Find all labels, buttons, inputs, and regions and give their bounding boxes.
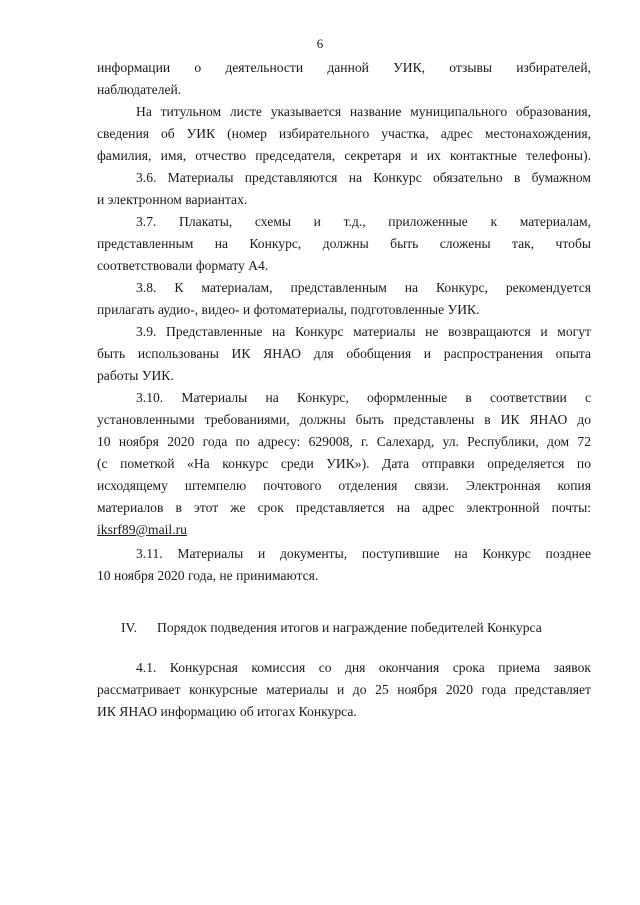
text-line: На титульном листе указывается название муниципального образования, [136, 104, 591, 119]
clause-3-9: 3.9. Представленные на Конкурс материалы не возвращаются и могут [136, 324, 591, 339]
text-line: соответствовали формату А4. [97, 258, 269, 273]
clause-3-10: 3.10. Материалы на Конкурс, оформленные в соответствии с [136, 390, 591, 405]
text-line: ИК ЯНАО информацию об итогах Конкурса. [97, 704, 357, 719]
text-line: быть использованы ИК ЯНАО для обобщения и распространения опыта [97, 346, 591, 361]
text-line: 10 ноября 2020 года, не принимаются. [97, 568, 319, 583]
clause-3-6: 3.6. Материалы представляются на Конкурс обязательно в бумажном [136, 170, 591, 185]
section-title: Порядок подведения итогов и награждение победителей Конкурса [157, 620, 542, 635]
text-line: представленным на Конкурс, должны быть сложены так, чтобы [97, 236, 591, 251]
clause-4-1: 4.1. Конкурсная комиссия со дня окончания срока приема заявок [136, 660, 591, 675]
text-line: и электронном вариантах. [97, 192, 248, 207]
clause-3-11: 3.11. Материалы и документы, поступившие на Конкурс позднее [136, 546, 591, 561]
text-line: 10 ноября 2020 года по адресу: 629008, г. Салехард, ул. Республики, дом 72 [97, 434, 591, 449]
email-link[interactable]: iksrf89@mail.ru [97, 522, 187, 537]
text-line: наблюдателей. [97, 82, 182, 97]
text-line: установленными требованиями, должны быть представлены в ИК ЯНАО до [97, 412, 591, 427]
text-line: исходящему штемпелю почтового отделения связи. Электронная копия [97, 478, 591, 493]
text-line: работы УИК. [97, 368, 174, 383]
text-line: информации о деятельности данной УИК, отзывы избирателей, [97, 60, 591, 75]
clause-3-8: 3.8. К материалам, представленным на Конкурс, рекомендуется [136, 280, 591, 295]
clause-3-7: 3.7. Плакаты, схемы и т.д., приложенные к материалам, [136, 214, 591, 229]
text-line: рассматривает конкурсные материалы и до 25 ноября 2020 года представляет [97, 682, 591, 697]
text-line [97, 522, 591, 538]
text-line: фамилия, имя, отчество председателя, секретаря и их контактные телефоны). [97, 148, 591, 163]
text-line: (с пометкой «На конкурс среди УИК»). Дата отправки определяется по [97, 456, 591, 471]
section-heading [121, 620, 542, 636]
text-line: материалов в этот же срок представляется на адрес электронной почты: [97, 500, 591, 515]
page-number: 6 [316, 36, 324, 51]
text-line: сведения об УИК (номер избирательного участка, адрес местонахождения, [97, 126, 591, 141]
text-line: прилагать аудио-, видео- и фотоматериалы, подготовленные УИК. [97, 302, 480, 317]
section-number: IV. [121, 620, 137, 635]
